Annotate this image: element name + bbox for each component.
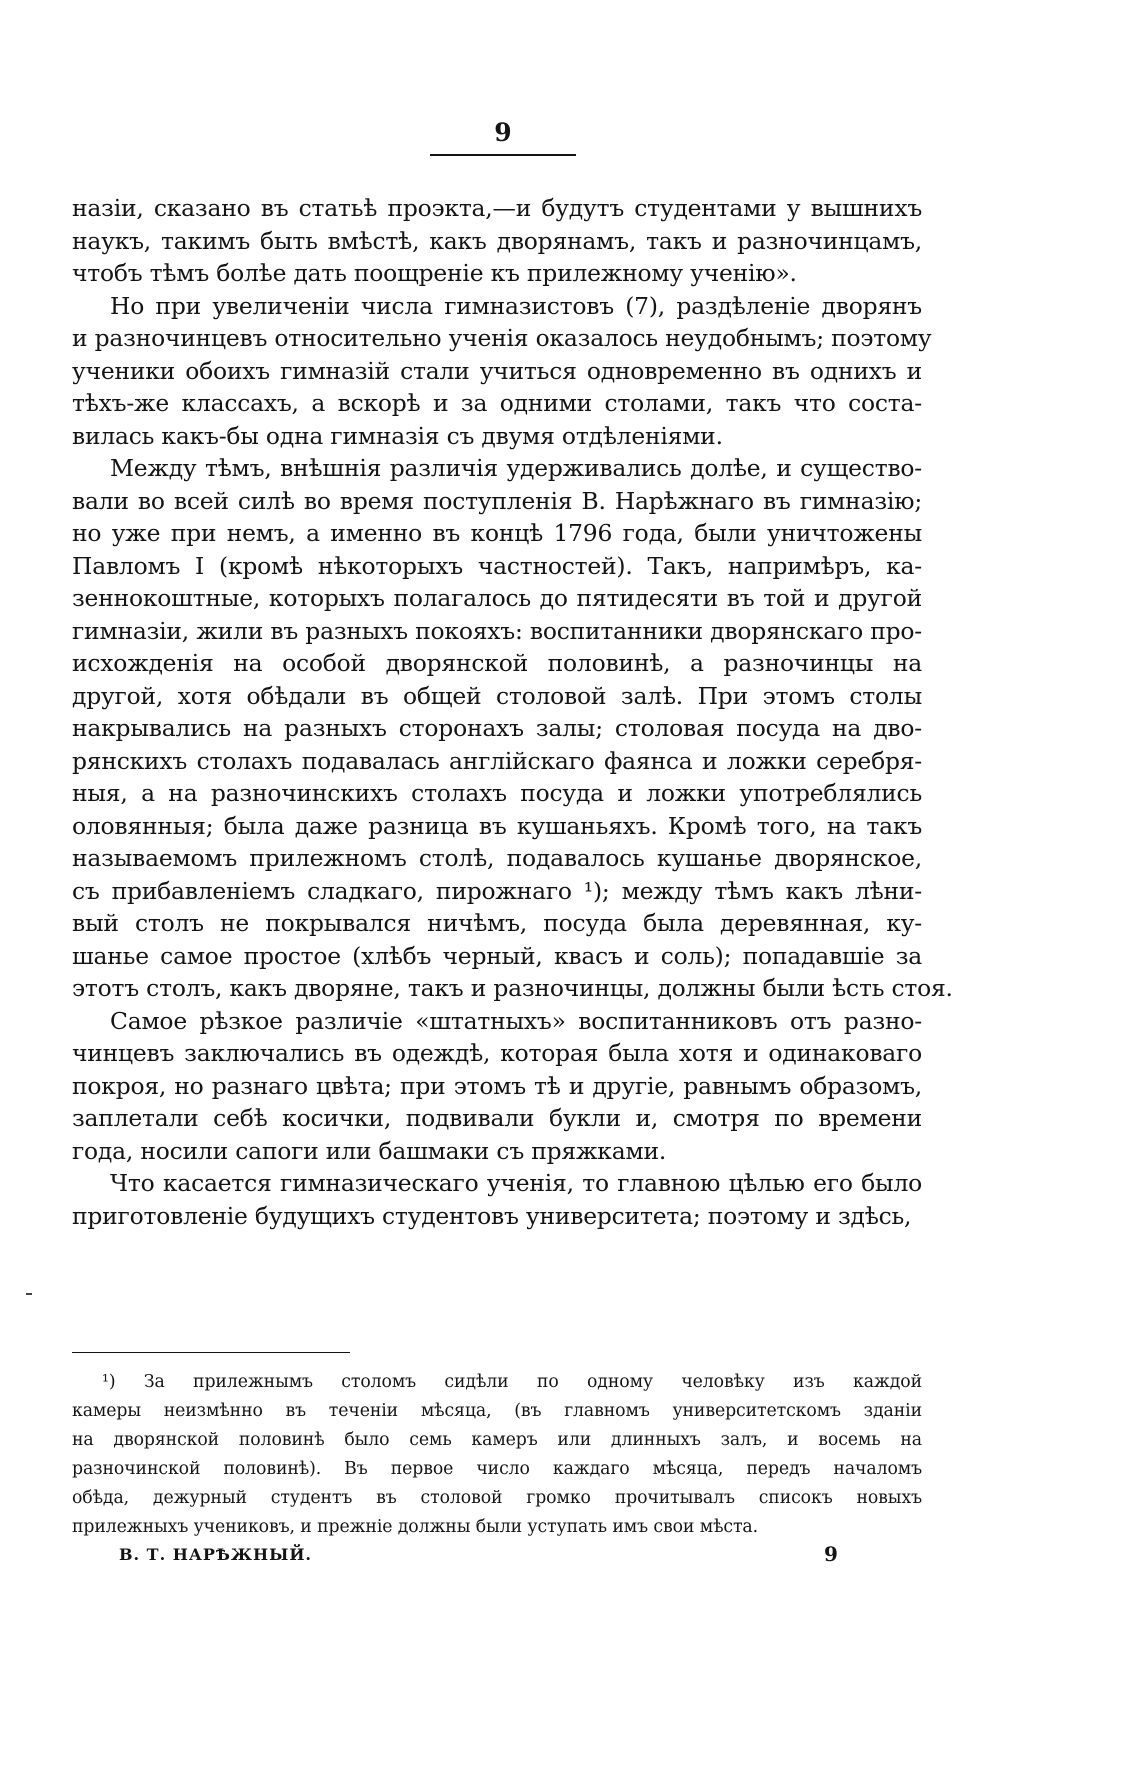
text-line: накрывались на разныхъ сторонахъ залы; столовая посуда на дво-: [72, 714, 922, 742]
text-line: вали во всей силѣ во время поступленія В. Нарѣжнаго въ гимназію;: [72, 486, 922, 515]
footnote-line: ¹) За прилежнымъ столомъ сидѣли по одному человѣку изъ каждой: [102, 1372, 922, 1392]
text-line: ученики обоихъ гимназій стали учиться одновременно въ однихъ и: [72, 356, 922, 385]
text-line: шанье самое простое (хлѣбъ черный, квасъ и соль); попадавшіе за: [72, 941, 922, 970]
header-rule: [430, 154, 576, 156]
paragraph: [72, 452, 953, 1005]
text-line: зеннокоштные, которыхъ полагалось до пятидесяти въ той и другой: [72, 584, 922, 612]
footnote-rule: [72, 1352, 350, 1353]
text-line: оловянныя; была даже разница въ кушаньяхъ. Кромѣ того, на такъ: [72, 811, 922, 840]
text-line: гимназіи, жили въ разныхъ покояхъ: воспитанники дворянскаго про-: [72, 616, 922, 645]
text-line: приготовленіе будущихъ студентовъ университета; поэтому и здѣсь,: [72, 1201, 912, 1230]
text-line: рянскихъ столахъ подавалась англійскаго фаянса и ложки серебря-: [72, 746, 922, 775]
text-line: исхожденія на особой дворянской половинѣ, а разночинцы на: [72, 649, 922, 677]
text-line: Что касается гимназическаго ученія, то главною цѣлью его было: [110, 1169, 922, 1197]
paragraph: [72, 1167, 922, 1232]
text-line: и разночинцевъ относительно ученія оказалось неудобнымъ; поэтому: [72, 324, 932, 352]
body-text: [72, 192, 953, 1232]
footnote-line: обѣда, дежурный студентъ въ столовой громко прочитывалъ списокъ новыхъ: [72, 1488, 922, 1508]
text-line: но уже при немъ, а именно въ концѣ 1796 года, были уничтожены: [72, 519, 922, 547]
text-line: Павломъ I (кромѣ нѣкоторыхъ частностей). Такъ, напримѣръ, ка-: [72, 551, 922, 580]
footnote: [72, 1368, 922, 1542]
text-line: тѣхъ-же классахъ, а вскорѣ и за одними столами, такъ что соста-: [72, 389, 922, 417]
text-line: Самое рѣзкое различіе «штатныхъ» воспитанниковъ отъ разно-: [110, 1006, 922, 1035]
text-line: вый столъ не покрывался ничѣмъ, посуда была деревянная, ку-: [72, 909, 922, 937]
margin-mark: [26, 1293, 32, 1295]
footnote-line: на дворянской половинѣ было семь камеръ или длинныхъ залъ, и восемь на: [72, 1430, 922, 1450]
text-line: наукъ, такимъ быть вмѣстѣ, какъ дворянамъ, такъ и разночинцамъ,: [72, 226, 922, 255]
text-line: вилась какъ-бы одна гимназія съ двумя отдѣленіями.: [72, 421, 723, 450]
text-line: другой, хотя обѣдали въ общей столовой залѣ. При этомъ столы: [72, 681, 922, 710]
text-line: Но при увеличеніи числа гимназистовъ (7), раздѣленіе дворянъ: [110, 291, 922, 320]
footnote-line: прилежныхъ учениковъ, и прежніе должны были уступать имъ свои мѣста.: [72, 1517, 759, 1537]
text-line: этотъ столъ, какъ дворяне, такъ и разночинцы, должны были ѣсть стоя.: [72, 974, 953, 1002]
footnote-line: камеры неизмѣнно въ теченіи мѣсяца, (въ главномъ университетскомъ зданіи: [72, 1401, 922, 1421]
text-line: назіи, сказано въ статьѣ проэкта,—и будутъ студентами у вышнихъ: [72, 194, 922, 222]
page-number-top: 9: [494, 118, 512, 147]
paragraph: [72, 1005, 922, 1168]
paragraph: [72, 192, 922, 290]
page-number-bottom: 9: [824, 1542, 838, 1566]
text-line: съ прибавленіемъ сладкаго, пирожнаго ¹); между тѣмъ какъ лѣни-: [72, 876, 922, 905]
text-line: года, носили сапоги или башмаки съ пряжками.: [72, 1136, 667, 1165]
footnote-line: разночинской половинѣ). Въ первое число каждаго мѣсяца, передъ началомъ: [72, 1459, 922, 1479]
text-line: ныя, а на разночинскихъ столахъ посуда и ложки употреблялись: [72, 779, 922, 807]
text-line: покроя, но разнаго цвѣта; при этомъ тѣ и другіе, равнымъ образомъ,: [72, 1071, 922, 1100]
text-line: чинцевъ заключались въ одеждѣ, которая была хотя и одинаковаго: [72, 1039, 922, 1067]
text-line: заплетали себѣ косички, подвивали букли и, смотря по времени: [72, 1104, 922, 1132]
signature-mark: В. Т. НАРѢЖНЫЙ.: [119, 1545, 312, 1564]
text-line: Между тѣмъ, внѣшнія различія удерживались долѣе, и существо-: [110, 454, 922, 482]
text-line: называемомъ прилежномъ столѣ, подавалось кушанье дворянское,: [72, 844, 922, 872]
text-line: чтобъ тѣмъ болѣе дать поощреніе къ прилежному ученію».: [72, 259, 797, 287]
paragraph: [72, 290, 932, 453]
